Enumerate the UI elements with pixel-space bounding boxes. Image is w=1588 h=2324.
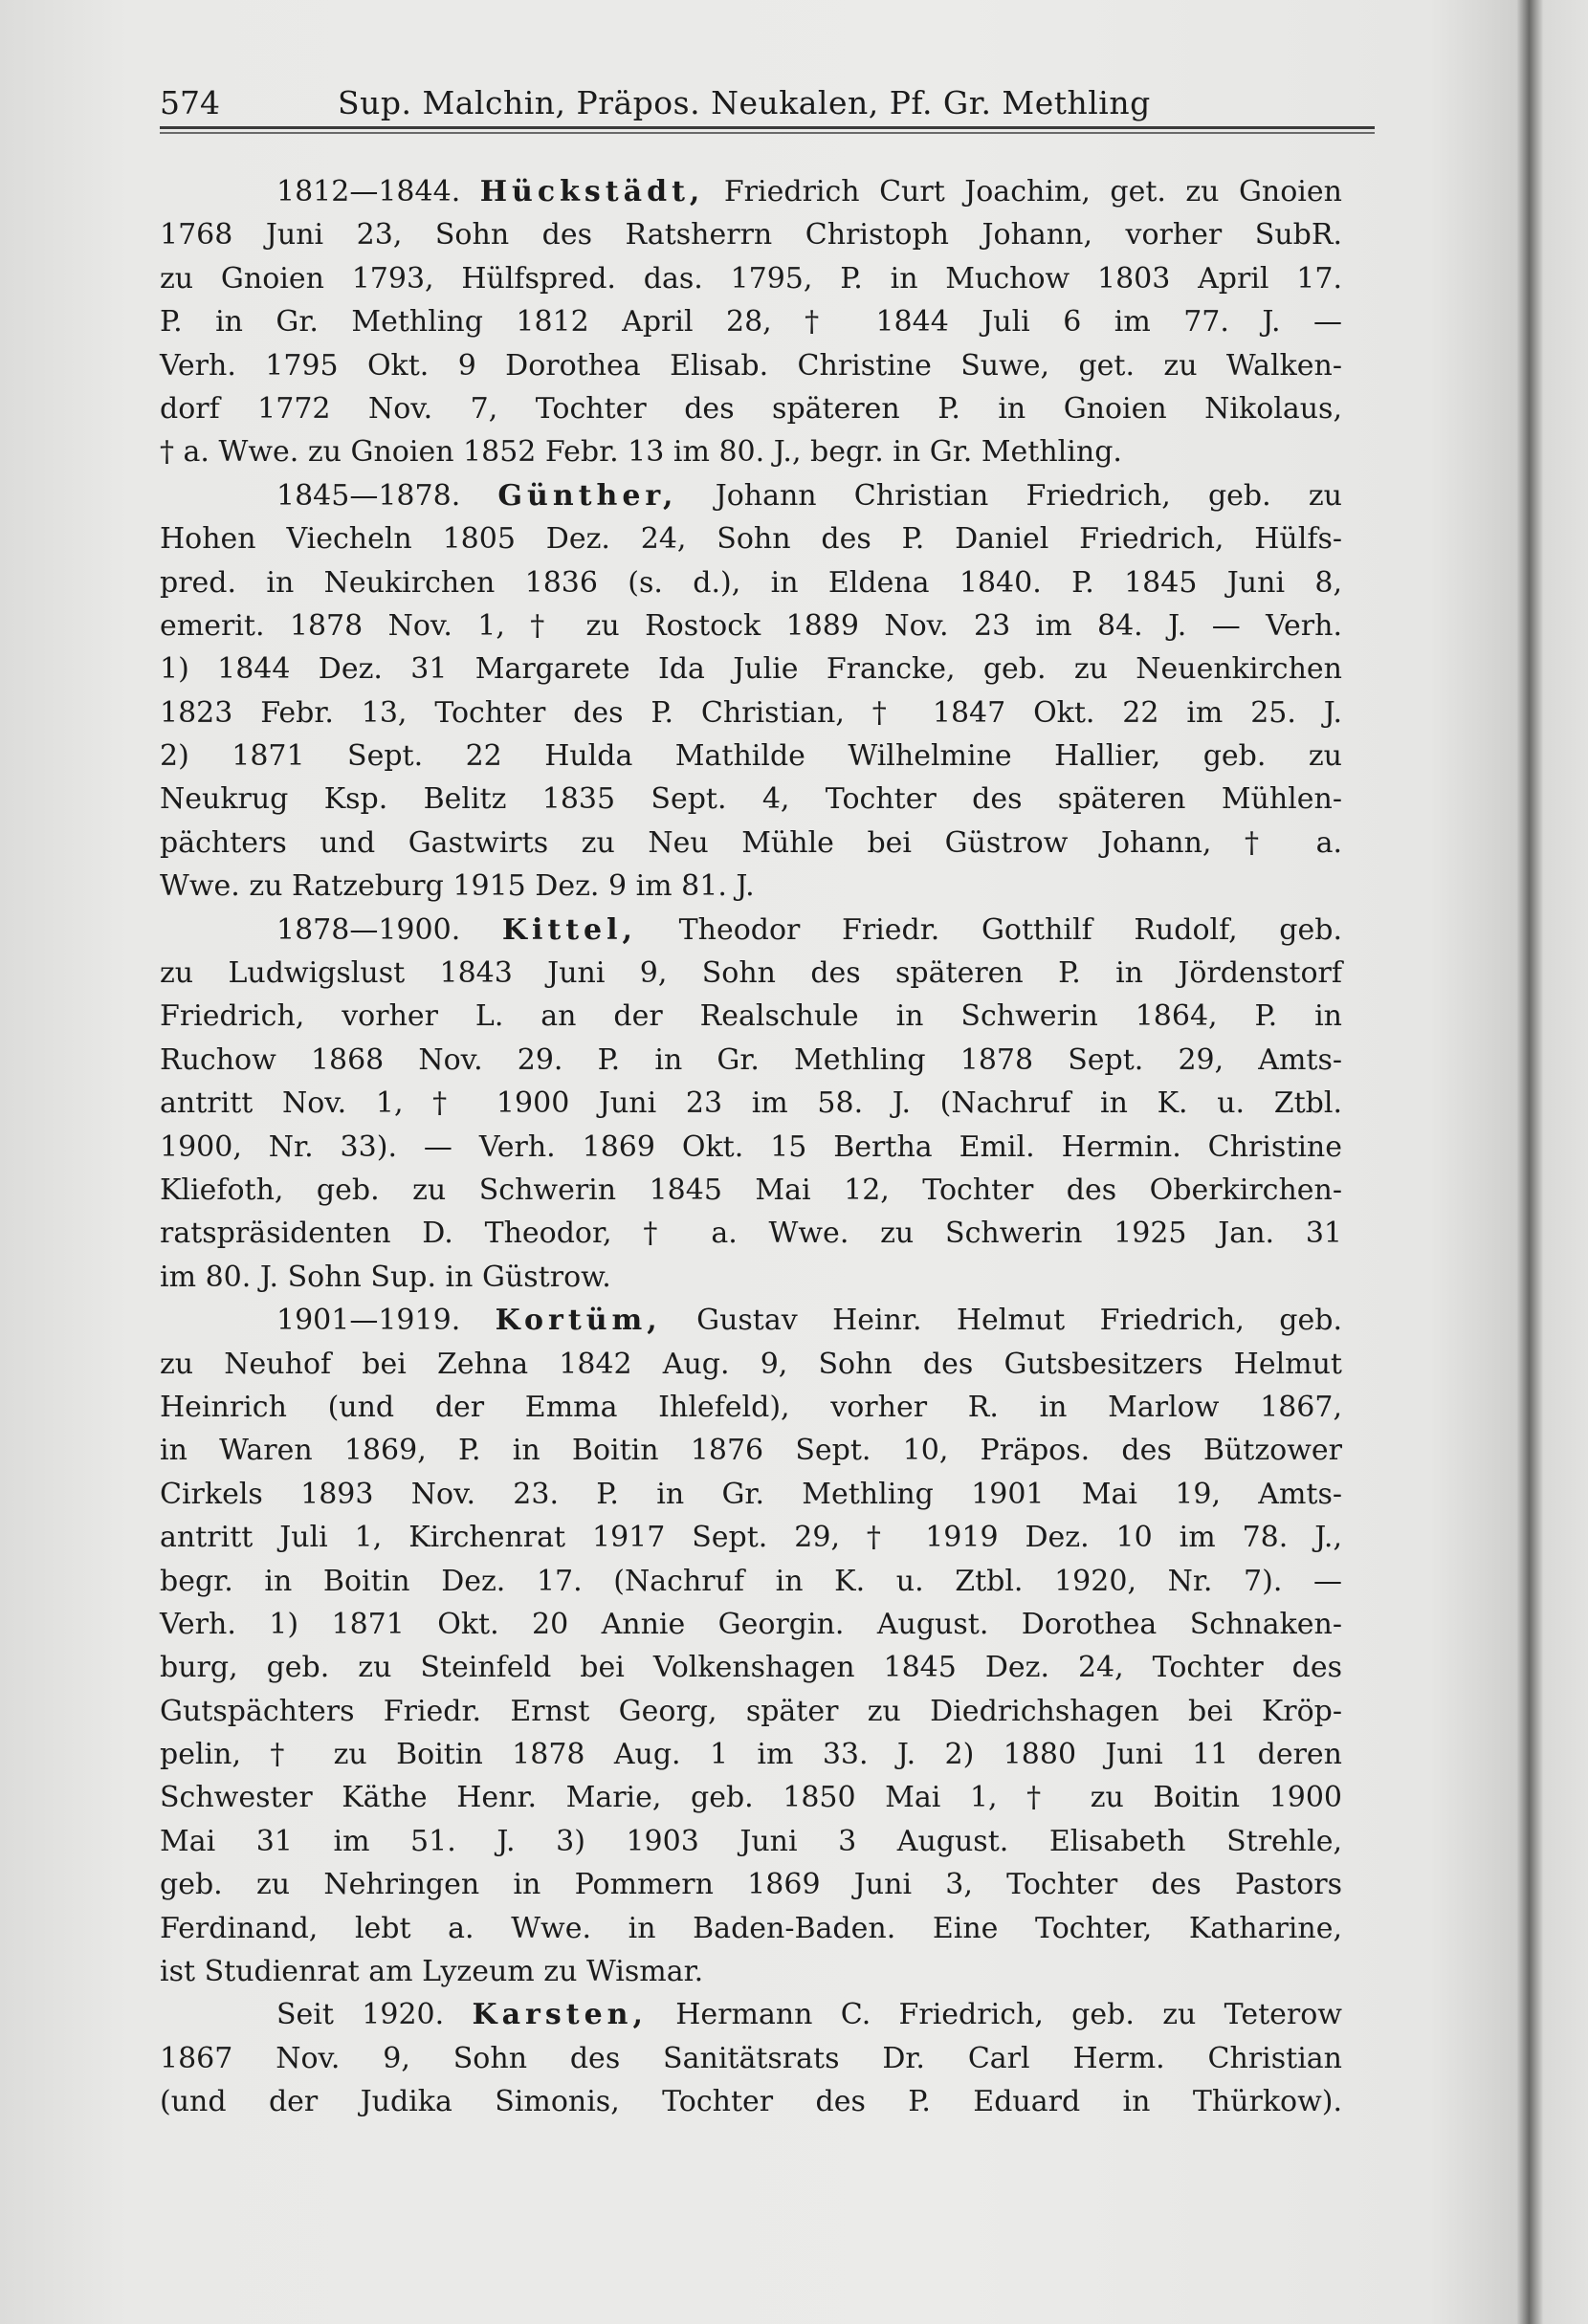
header-rule [160, 126, 1375, 129]
entry-date: 1901—1919. [276, 1304, 461, 1338]
pastor-name: Kittel, [501, 912, 637, 947]
entry-line: Neukrug Ksp. Belitz 1835 Sept. 4, Tochter des späteren Mühlen- [160, 782, 1342, 817]
entry-line: 2) 1871 Sept. 22 Hulda Mathilde Wilhelmine Hallier, geb. zu [160, 739, 1342, 774]
pastor-entry [160, 474, 1342, 909]
pastor-entry [160, 170, 1342, 474]
pastor-entry [160, 1993, 1342, 2123]
running-title: Sup. Malchin, Präpos. Neukalen, Pf. Gr. Methling [338, 84, 1151, 121]
entry-line: Verh. 1) 1871 Okt. 20 Annie Georgin. August. Dorothea Schnaken- [160, 1607, 1342, 1641]
entry-text: Hermann C. Friedrich, geb. zu Teterow [675, 1998, 1342, 2032]
entry-first-line [160, 909, 1342, 952]
entry-line: dorf 1772 Nov. 7, Tochter des späteren P. in Gnoien Nikolaus, [160, 391, 1342, 426]
entry-line: 1867 Nov. 9, Sohn des Sanitätsrats Dr. Carl Herm. Christian [160, 2041, 1342, 2075]
entry-first-line [160, 474, 1342, 517]
entry-date: 1845—1878. [276, 478, 461, 513]
entry-date: Seit 1920. [276, 1998, 445, 2032]
entry-line: emerit. 1878 Nov. 1, † zu Rostock 1889 Nov. 23 im 84. J. — Verh. [160, 608, 1342, 643]
entry-line: im 80. J. Sohn Sup. in Güstrow. [160, 1260, 611, 1294]
entry-line: 1) 1844 Dez. 31 Margarete Ida Julie Francke, geb. zu Neuenkirchen [160, 652, 1342, 687]
entry-line: † a. Wwe. zu Gnoien 1852 Febr. 13 im 80. J., begr. in Gr. Methling. [160, 435, 1122, 470]
entry-line: 1823 Febr. 13, Tochter des P. Christian, † 1847 Okt. 22 im 25. J. [160, 695, 1342, 730]
entry-line: Kliefoth, geb. zu Schwerin 1845 Mai 12, Tochter des Oberkirchen- [160, 1173, 1342, 1207]
pastor-entry [160, 1299, 1342, 1993]
entry-line: geb. zu Nehringen in Pommern 1869 Juni 3, Tochter des Pastors [160, 1868, 1342, 1902]
entry-text: Gustav Heinr. Helmut Friedrich, geb. [696, 1304, 1342, 1338]
entry-line: 1900, Nr. 33). — Verh. 1869 Okt. 15 Bertha Emil. Hermin. Christine [160, 1129, 1342, 1164]
entry-line: Heinrich (und der Emma Ihlefeld), vorher R. in Marlow 1867, [160, 1390, 1342, 1424]
pastor-name: Hückstädt, [479, 175, 705, 208]
entry-line: Verh. 1795 Okt. 9 Dorothea Elisab. Christine Suwe, get. zu Walken- [160, 348, 1342, 383]
entry-first-line [160, 1993, 1342, 2036]
entry-line: antritt Nov. 1, † 1900 Juni 23 im 58. J. (Nachruf in K. u. Ztbl. [160, 1086, 1342, 1121]
entry-line: Mai 31 im 51. J. 3) 1903 Juni 3 August. Elisabeth Strehle, [160, 1824, 1342, 1858]
entry-line: pelin, † zu Boitin 1878 Aug. 1 im 33. J. 2) 1880 Juni 11 deren [160, 1738, 1342, 1772]
entry-line: Wwe. zu Ratzeburg 1915 Dez. 9 im 81. J. [160, 869, 755, 904]
entry-date: 1878—1900. [276, 912, 461, 947]
entry-line: Cirkels 1893 Nov. 23. P. in Gr. Methling 1901 Mai 19, Amts- [160, 1477, 1342, 1511]
running-header [160, 80, 1342, 126]
entry-line: ratspräsidenten D. Theodor, † a. Wwe. zu Schwerin 1925 Jan. 31 [160, 1217, 1342, 1251]
entry-date: 1812—1844. [276, 175, 461, 208]
entry-text: Johann Christian Friedrich, geb. zu [715, 478, 1342, 513]
entry-line: Ferdinand, lebt a. Wwe. in Baden-Baden. Eine Tochter, Katharine, [160, 1911, 1342, 1945]
pastor-name: Kortüm, [495, 1304, 662, 1338]
page-body [160, 170, 1342, 2124]
entry-line: (und der Judika Simonis, Tochter des P. Eduard in Thürkow). [160, 2085, 1342, 2119]
entry-line: 1768 Juni 23, Sohn des Ratsherrn Christoph Johann, vorher SubR. [160, 218, 1342, 252]
pastor-entry [160, 909, 1342, 1300]
entry-line: zu Gnoien 1793, Hülfspred. das. 1795, P. in Muchow 1803 April 17. [160, 261, 1342, 296]
entry-line: antritt Juli 1, Kirchenrat 1917 Sept. 29, † 1919 Dez. 10 im 78. J., [160, 1521, 1342, 1555]
entry-line: Friedrich, vorher L. an der Realschule in Schwerin 1864, P. in [160, 999, 1342, 1034]
page-number: 574 [160, 84, 220, 121]
entry-first-line [160, 170, 1342, 213]
entry-text: Theodor Friedr. Gotthilf Rudolf, geb. [678, 912, 1342, 947]
entry-text: Friedrich Curt Joachim, get. zu Gnoien [723, 175, 1342, 208]
header-rule-thin [160, 132, 1375, 134]
entry-line: Gutspächters Friedr. Ernst Georg, später zu Diedrichshagen bei Kröp- [160, 1694, 1342, 1728]
entry-line: zu Neuhof bei Zehna 1842 Aug. 9, Sohn des Gutsbesitzers Helmut [160, 1347, 1342, 1381]
pastor-name: Günther, [497, 478, 678, 513]
entry-line: Hohen Viecheln 1805 Dez. 24, Sohn des P. Daniel Friedrich, Hülfs- [160, 522, 1342, 557]
entry-line: P. in Gr. Methling 1812 April 28, † 1844 Juli 6 im 77. J. — [160, 305, 1342, 340]
entry-line: zu Ludwigslust 1843 Juni 9, Sohn des späteren P. in Jördenstorf [160, 956, 1342, 991]
entry-first-line [160, 1299, 1342, 1342]
entry-line: Ruchow 1868 Nov. 29. P. in Gr. Methling 1878 Sept. 29, Amts- [160, 1042, 1342, 1077]
entry-line: pächters und Gastwirts zu Neu Mühle bei Güstrow Johann, † a. [160, 825, 1342, 860]
entry-line: in Waren 1869, P. in Boitin 1876 Sept. 10, Präpos. des Bützower [160, 1434, 1342, 1468]
entry-line: pred. in Neukirchen 1836 (s. d.), in Eldena 1840. P. 1845 Juni 8, [160, 565, 1342, 600]
entry-line: Schwester Käthe Henr. Marie, geb. 1850 Mai 1, † zu Boitin 1900 [160, 1781, 1342, 1815]
entry-line: burg, geb. zu Steinfeld bei Volkenshagen 1845 Dez. 24, Tochter des [160, 1651, 1342, 1685]
pastor-name: Karsten, [472, 1998, 648, 2032]
entry-line: ist Studienrat am Lyzeum zu Wismar. [160, 1955, 704, 1989]
entry-line: begr. in Boitin Dez. 17. (Nachruf in K. u. Ztbl. 1920, Nr. 7). — [160, 1564, 1342, 1598]
